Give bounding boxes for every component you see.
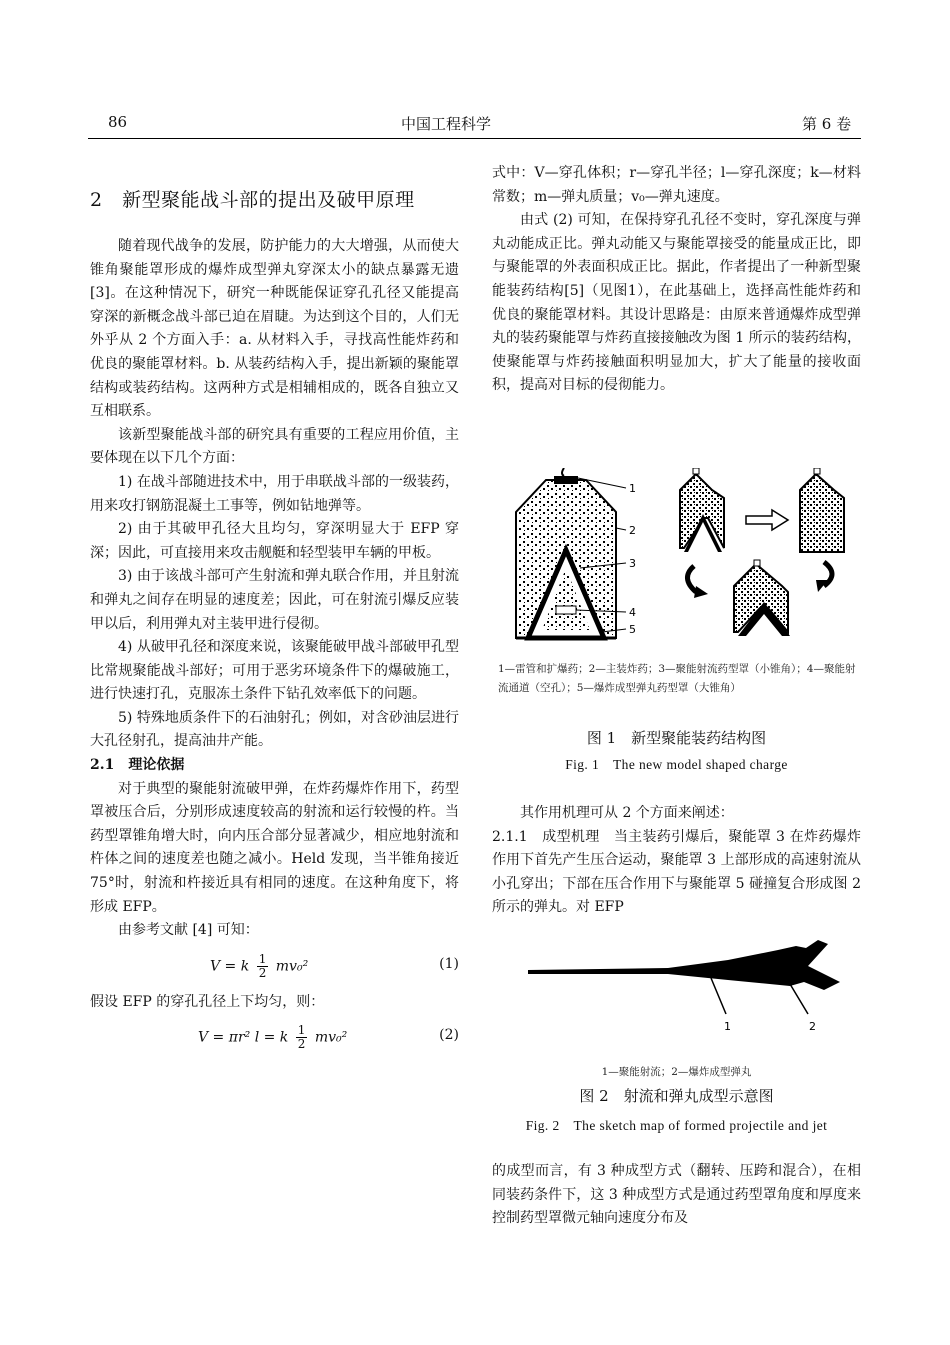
fig2-label-2: 2 [809,1020,816,1033]
stage-1-charge [680,468,724,552]
eq1-number: (1) [439,955,459,972]
section-title: 2 新型聚能战斗部的提出及破甲原理 [90,189,415,211]
paragraph: 对于典型的聚能射流破甲弹，在炸药爆炸作用下，药型罩被压合后，分别形成速度较高的射流和运行较慢的杵。当药型罩锥角增大时，向内压合部分显著减少，相应地射流和杵体之间的速度差也随之减小。Held 发现，当半锥角接近 75°时，射流和杵接近具有相同的速度。在这种角度下，将形成 EFP。 [90,780,459,915]
list-item: 1) 在战斗部随进技术中，用于串联战斗部的一级装药，用来攻打钢筋混凝土工事等，例如钻地弹等。 [90,473,459,514]
paragraph: 由参考文献 [4] 可知： [118,922,259,939]
eq1-numerator: 1 [258,951,267,966]
list-item: 5) 特殊地质条件下的石油射孔；例如，对含砂油层进行大孔径射孔，提高油井产能。 [90,709,459,750]
eq1-rhs: mv₀² [275,958,309,975]
paragraph: 的成型而言，有 3 种成型方式（翻转、压跨和混合），在相同装药条件下，这 3 种成型方式是通过药型罩角度和厚度来控制药型罩微元轴向速度分布及 [492,1163,861,1227]
subsection-title: 2.1 理论依据 [90,757,185,774]
paragraph: 该新型聚能战斗部的研究具有重要的工程应用价值，主要体现在以下几个方面： [90,426,459,467]
right-column-bottom [492,1160,861,1231]
eq2-number: (2) [439,1027,459,1044]
fig2-label-1: 1 [724,1020,731,1033]
eq2-denominator: 2 [297,1037,306,1052]
figure-1-caption-cn: 图 1 新型聚能装药结构图 [586,729,767,747]
fig1-label-2: 2 [629,524,636,537]
eq1-denominator: 2 [258,965,267,980]
figure-2-caption-cn: 图 2 射流和弹丸成型示意图 [579,1087,774,1105]
main-charge [516,468,616,638]
fig1-label-5: 5 [629,623,636,636]
journal-title: 中国工程科学 [401,115,492,133]
eq2-lhs: V = πr² l = k [198,1029,289,1046]
right-arrow-icon [746,510,788,530]
list-item: 3) 由于该战斗部可产生射流和弹丸联合作用，并且射流和弹丸之间存在明显的速度差；因此，可在射流引爆反应装甲以后，利用弹丸对主装甲进行侵彻。 [90,568,459,632]
stage-3-charge [734,560,790,636]
right-column-middle [492,802,861,920]
figure-1-caption-en: Fig. 1 The new model shaped charge [565,757,788,772]
paragraph: 2.1.1 成型机理 当主装药引爆后，聚能罩 3 在炸药爆炸作用下首先产生压合运动，聚能罩 3 上部形成的高速射流从小孔穿出；下部在压合作用下与聚能罩 5 碰撞复合形成图 2 所示的弹丸。对 EFP [492,828,861,916]
figure-2-legend: 1—聚能射流；2—爆炸成型弹丸 [601,1066,752,1078]
paragraph: 假设 EFP 的穿孔孔径上下均匀，则： [90,993,325,1010]
equation-1 [90,943,459,991]
paragraph: 式中：V—穿孔体积；r—穿孔半径；l—穿孔深度；k—材料常数；m—弹丸质量；v₀—弹丸速度。 [492,165,861,205]
paragraph: 其作用机理可从 2 个方面来阐述： [520,805,734,821]
jet-shape [528,940,840,990]
volume-label: 第 6 卷 [802,115,852,133]
rotate-arrow-icon [687,566,708,598]
eq1-fraction [257,953,269,980]
equation-2 [90,1014,459,1062]
fig1-label-4: 4 [629,606,636,619]
right-column-top [492,162,861,398]
fig1-label-1: 1 [629,482,636,495]
figure-1-diagram [498,468,868,660]
figure-1-legend: 1—雷管和扩爆药；2—主装炸药；3—聚能射流药型罩（小锥角）；4—聚能射流通道（空孔）；5—爆炸成型弹丸药型罩（大锥角） [498,663,856,694]
fig1-label-3: 3 [629,557,636,570]
eq2-numerator: 1 [297,1023,306,1038]
figure-2-caption-en: Fig. 2 The sketch map of formed projectile and jet [525,1118,828,1133]
header-rule [88,138,861,139]
paragraph: 由式 (2) 可知，在保持穿孔孔径不变时，穿孔深度与弹丸动能成正比。弹丸动能又与聚能罩接受的能量成正比，即与聚能罩的外表面积成正比。据此，作者提出了一种新型聚能装药结构[5]（见图1），在此基础上，选择高性能炸药和优良的聚能罩材料。其设计思路是：由原来普通爆炸成型弹丸的装药聚能罩与炸药直接接触改为图 1 所示的装药结构，使聚能罩与炸药接触面积明显加大，扩大了能量的接收面积，提高对目标的侵彻能力。 [492,212,861,394]
paragraph: 随着现代战争的发展，防护能力的大大增强，从而使大锥角聚能罩形成的爆炸成型弹丸穿深太小的缺点暴露无遗[3]。在这种情况下，研究一种既能保证穿孔孔径又能提高穿深的新概念战斗部已迫在眉睫。为达到这个目的，人们无外乎从 2 个方面入手：a. 从材料入手，寻找高性能炸药和优良的聚能罩材料。b. 从装药结构入手，提出新颖的聚能罩结构或装药结构。这两种方式是相辅相成的，既各自独立又互相联系。 [90,238,459,420]
figure-2-diagram [528,930,868,1040]
page-number: 86 [108,113,128,131]
stage-2-charge [800,468,844,552]
list-item: 2) 由于其破甲孔径大且均匀，穿深明显大于 EFP 穿深；因此，可直接用来攻击舰艇和轻型装甲车辆的甲板。 [90,521,459,561]
eq1-lhs: V = k [210,958,250,975]
eq2-fraction [296,1024,308,1051]
left-column [90,163,459,1062]
eq2-rhs: mv₀² [314,1029,348,1046]
rotate-arrow-icon [816,562,832,592]
list-item: 4) 从破甲孔径和深度来说，该聚能破甲战斗部破甲孔型比常规聚能战斗部好；可用于恶劣环境条件下的爆破施工，进行快速打孔，克服冻土条件下钻孔效率低下的问题。 [90,639,459,703]
